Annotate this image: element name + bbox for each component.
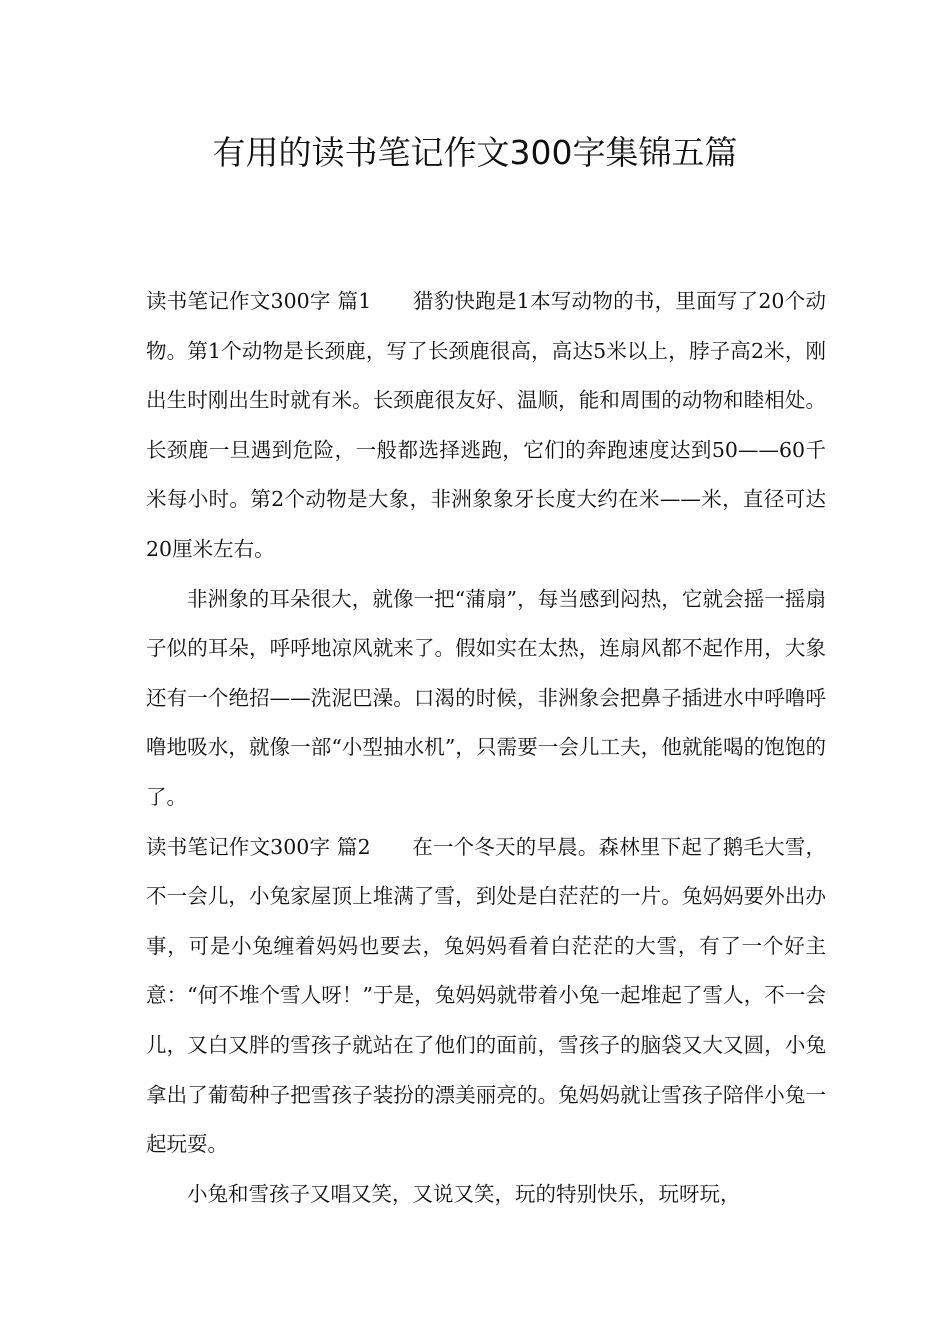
paragraph-article-2-intro: 读书笔记作文300字 篇2 在一个冬天的早晨。森林里下起了鹅毛大雪，不一会儿，小兔家屋顶上堆满了雪，到处是白茫茫的一片。兔妈妈要外出办事，可是小兔缠着妈妈也要去，兔妈妈看着白茫茫的大雪，有了一个好主意：“何不堆个雪人呀！”于是，兔妈妈就带着小兔一起堆起了雪人，不一会儿，又白又胖的雪孩子就站在了他们的面前，雪孩子的脑袋又大又圆，小兔拿出了葡萄种子把雪孩子装扮的漂美丽亮的。兔妈妈就让雪孩子陪伴小兔一起玩耍。 [146,834,826,1157]
paragraph-article-1-intro: 读书笔记作文300字 篇1 猎豹快跑是1本写动物的书，里面写了20个动物。第1个动物是长颈鹿，写了长颈鹿很高，高达5米以上，脖子高2米，刚出生时刚出生时就有米。长颈鹿很友好、温顺，能和周围的动物和睦相处。长颈鹿一旦遇到危险，一般都选择逃跑，它们的奔跑速度达到50——60千米每小时。第2个动物是大象，非洲象象牙长度大约在米——米，直径可达20厘米左右。 [146,289,826,561]
document-title: 有用的读书笔记作文300字集锦五篇 [212,133,738,172]
paragraph-article-2-play: 小兔和雪孩子又唱又笑，又说又笑，玩的特别快乐，玩呀玩， [187,1181,741,1206]
paragraph-article-1-elephant: 非洲象的耳朵很大，就像一把“蒲扇”，每当感到闷热，它就会摇一摇扇子似的耳朵，呼呼地凉风就来了。假如实在太热，连扇风都不起作用，大象还有一个绝招——洗泥巴澡。口渴的时候，非洲象会把鼻子插进水中呼噜呼噜地吸水，就像一部“小型抽水机”，只需要一会儿工夫，他就能喝的饱饱的了。 [146,586,826,809]
document-body [146,277,826,1219]
